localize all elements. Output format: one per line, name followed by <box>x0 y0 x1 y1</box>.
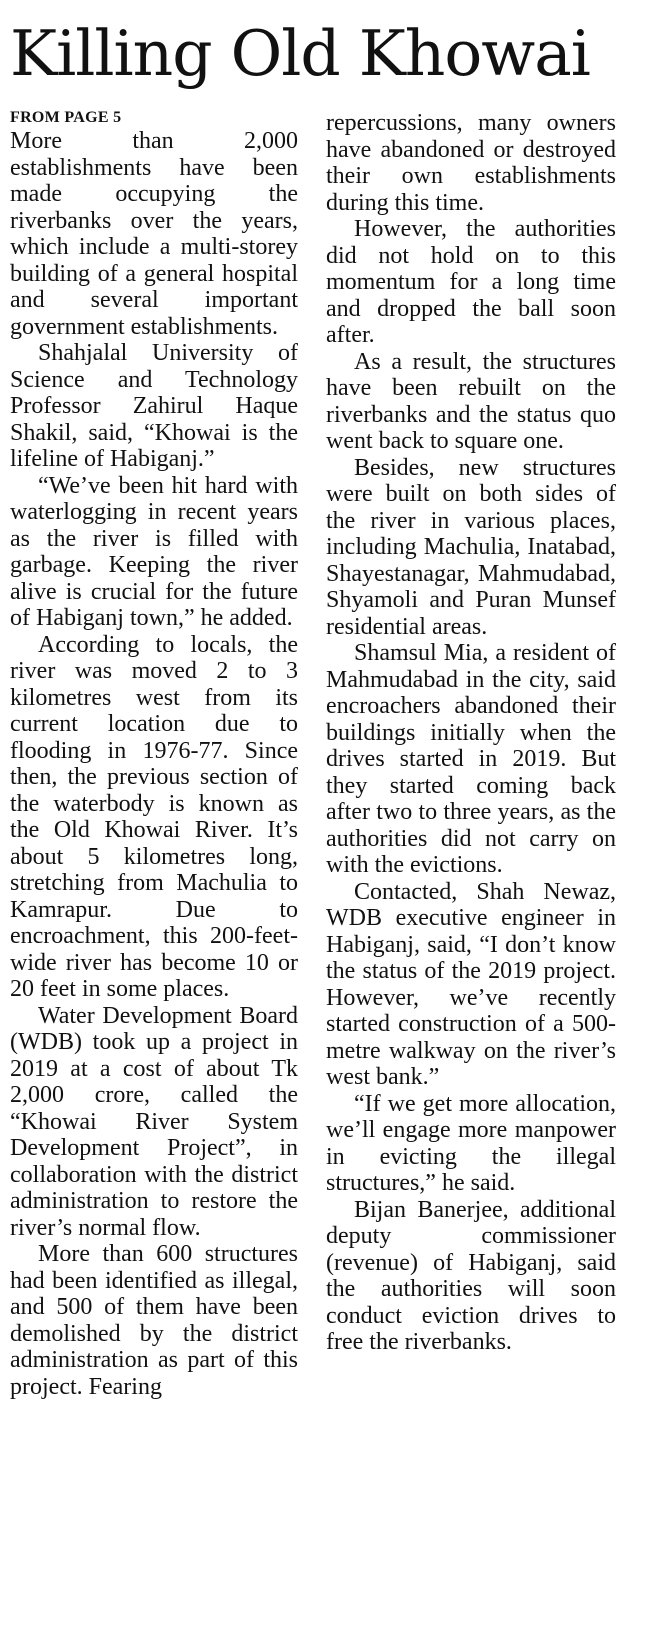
paragraph: More than 2,000 establishments have been made occupying the riverbanks over the years, which include a multi-storey building of a general hospital and several important government establishments. <box>10 128 298 340</box>
paragraph: According to locals, the river was moved 2 to 3 kilometres west from its current location due to flooding in 1976-77. Since then, the previous section of the waterbody is known as the Old Khowai River. It’s about 5 kilometres long, stretching from Machulia to Kamrapur. Due to encroachment, this 200-feet-wide river has become 10 or 20 feet in some places. <box>10 631 298 1002</box>
paragraph: Contacted, Shah Newaz, WDB executive engineer in Habiganj, said, “I don’t know the status of the 2019 project. However, we’ve recently started construction of a 500-metre walkway on the river’s west bank.” <box>326 878 616 1090</box>
left-column <box>10 108 298 1400</box>
paragraph: Bijan Banerjee, additional deputy commissioner (revenue) of Habiganj, said the authorities will soon conduct eviction drives to free the riverbanks. <box>326 1196 616 1355</box>
paragraph: However, the authorities did not hold on to this momentum for a long time and dropped the ball soon after. <box>326 216 616 348</box>
kicker: FROM PAGE 5 <box>10 109 122 126</box>
paragraph: repercussions, many owners have abandoned or destroyed their own establishments during this time. <box>326 110 616 216</box>
paragraph: Water Development Board (WDB) took up a project in 2019 at a cost of about Tk 2,000 crore, called the “Khowai River System Development Project”, in collaboration with the district administration to restore the river’s normal flow. <box>10 1002 298 1241</box>
headline: Killing Old Khowai <box>10 17 590 90</box>
paragraph: More than 600 structures had been identified as illegal, and 500 of them have been demolished by the district administration as part of this project. Fearing <box>10 1241 298 1400</box>
paragraph: “If we get more allocation, we’ll engage more manpower in evicting the illegal structures,” he said. <box>326 1090 616 1196</box>
paragraph: Shamsul Mia, a resident of Mahmudabad in the city, said encroachers abandoned their buildings initially when the drives started in 2019. But they started coming back after two to three years, as the authorities did not carry on with the evictions. <box>326 640 616 878</box>
paragraph: Besides, new structures were built on both sides of the river in various places, including Machulia, Inatabad, Shayestanagar, Mahmudabad, Shyamoli and Puran Munsef residential areas. <box>326 454 616 640</box>
paragraph: “We’ve been hit hard with waterlogging in recent years as the river is filled with garbage. Keeping the river alive is crucial for the future of Habiganj town,” he added. <box>10 472 298 631</box>
paragraph: Shahjalal University of Science and Technology Professor Zahirul Haque Shakil, said, “Khowai is the lifeline of Habiganj.” <box>10 340 298 472</box>
right-column <box>326 110 616 1356</box>
paragraph: As a result, the structures have been rebuilt on the riverbanks and the status quo went back to square one. <box>326 348 616 454</box>
